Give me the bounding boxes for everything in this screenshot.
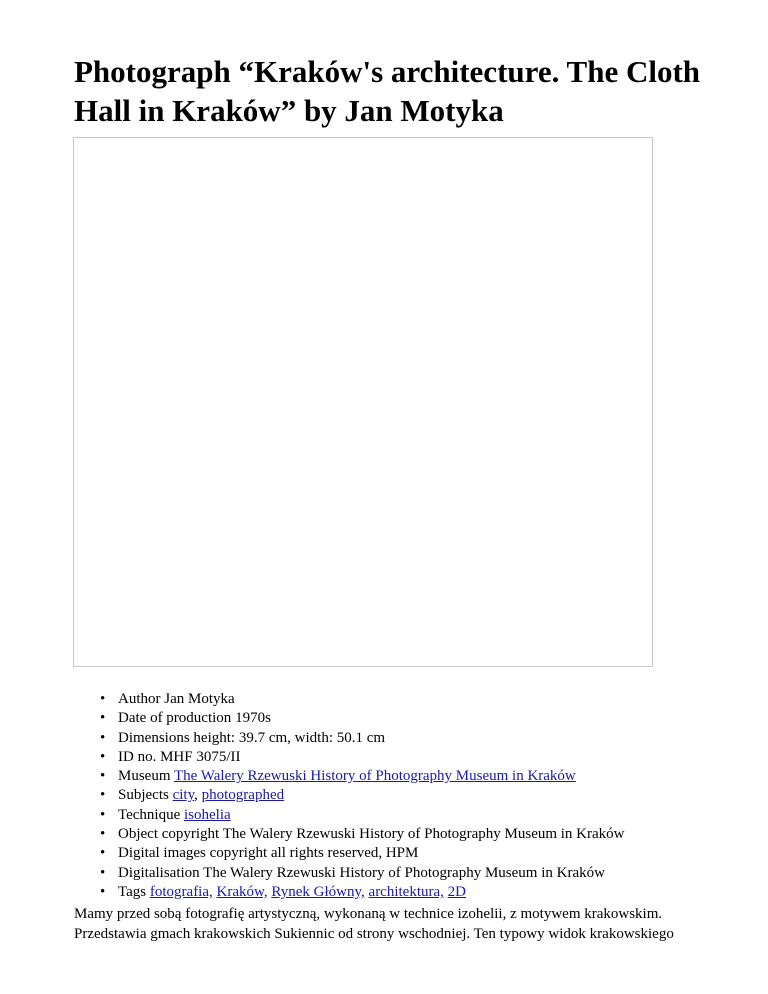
detail-value: Jan Motyka [164,691,235,707]
subject-separator: , [194,787,202,804]
museum-link[interactable]: The Walery Rzewuski History of Photography Museum in Kraków [173,768,576,785]
detail-label: Digital images copyright [118,845,268,862]
detail-label: Tags [118,883,147,900]
tag-link[interactable]: 2D [447,883,466,900]
detail-value: The Walery Rzewuski History of Photography Museum in Kraków [203,864,605,881]
technique-link[interactable]: isohelia [184,806,231,823]
detail-label: Subjects [118,787,169,804]
detail-value: height: 39.7 cm, width: 50.1 cm [193,729,386,746]
details-list [118,690,625,902]
detail-digitalisation [118,864,625,883]
detail-value: all rights reserved, HPM [270,845,419,862]
detail-label: Technique [118,806,181,823]
page-title: Photograph “Kraków's architecture. The Cloth Hall in Kraków” by Jan Motyka [74,54,701,128]
detail-id [118,748,625,767]
detail-technique [118,806,625,825]
detail-label: Museum [118,768,171,785]
photograph-image-placeholder [73,137,653,667]
description-text: Mamy przed sobą fotografię artystyczną, wykonaną w technice izohelii, z motywem krakowskim. Przedstawia gmach krakowskich Sukiennic od strony wschodniej. Ten typowy widok krakowskiego [74,906,674,942]
detail-value: The Walery Rzewuski History of Photography Museum in Kraków [222,826,625,843]
detail-object-copyright [118,825,625,844]
detail-label: Digitalisation [118,864,200,881]
detail-digital-copyright [118,844,625,863]
detail-value: MHF 3075/II [160,748,241,765]
detail-museum [118,767,625,786]
detail-author [118,690,625,709]
tag-link[interactable]: architektura, [368,883,444,900]
subject-link-city[interactable]: city [172,787,195,804]
detail-label: Author [118,691,161,707]
detail-label: Object copyright [118,826,220,843]
detail-subjects [118,786,625,805]
detail-label: ID no. [118,748,157,765]
tag-link[interactable]: Rynek Główny, [271,883,365,900]
detail-label: Dimensions [118,729,190,746]
detail-date [118,709,625,728]
tag-link[interactable]: fotografia, [149,883,213,900]
subject-link-photographed[interactable]: photographed [201,787,285,804]
detail-tags [118,883,625,902]
detail-value: 1970s [235,710,271,727]
detail-dimensions [118,729,625,748]
detail-label: Date of production [118,710,232,727]
tag-link[interactable]: Kraków, [216,883,268,900]
